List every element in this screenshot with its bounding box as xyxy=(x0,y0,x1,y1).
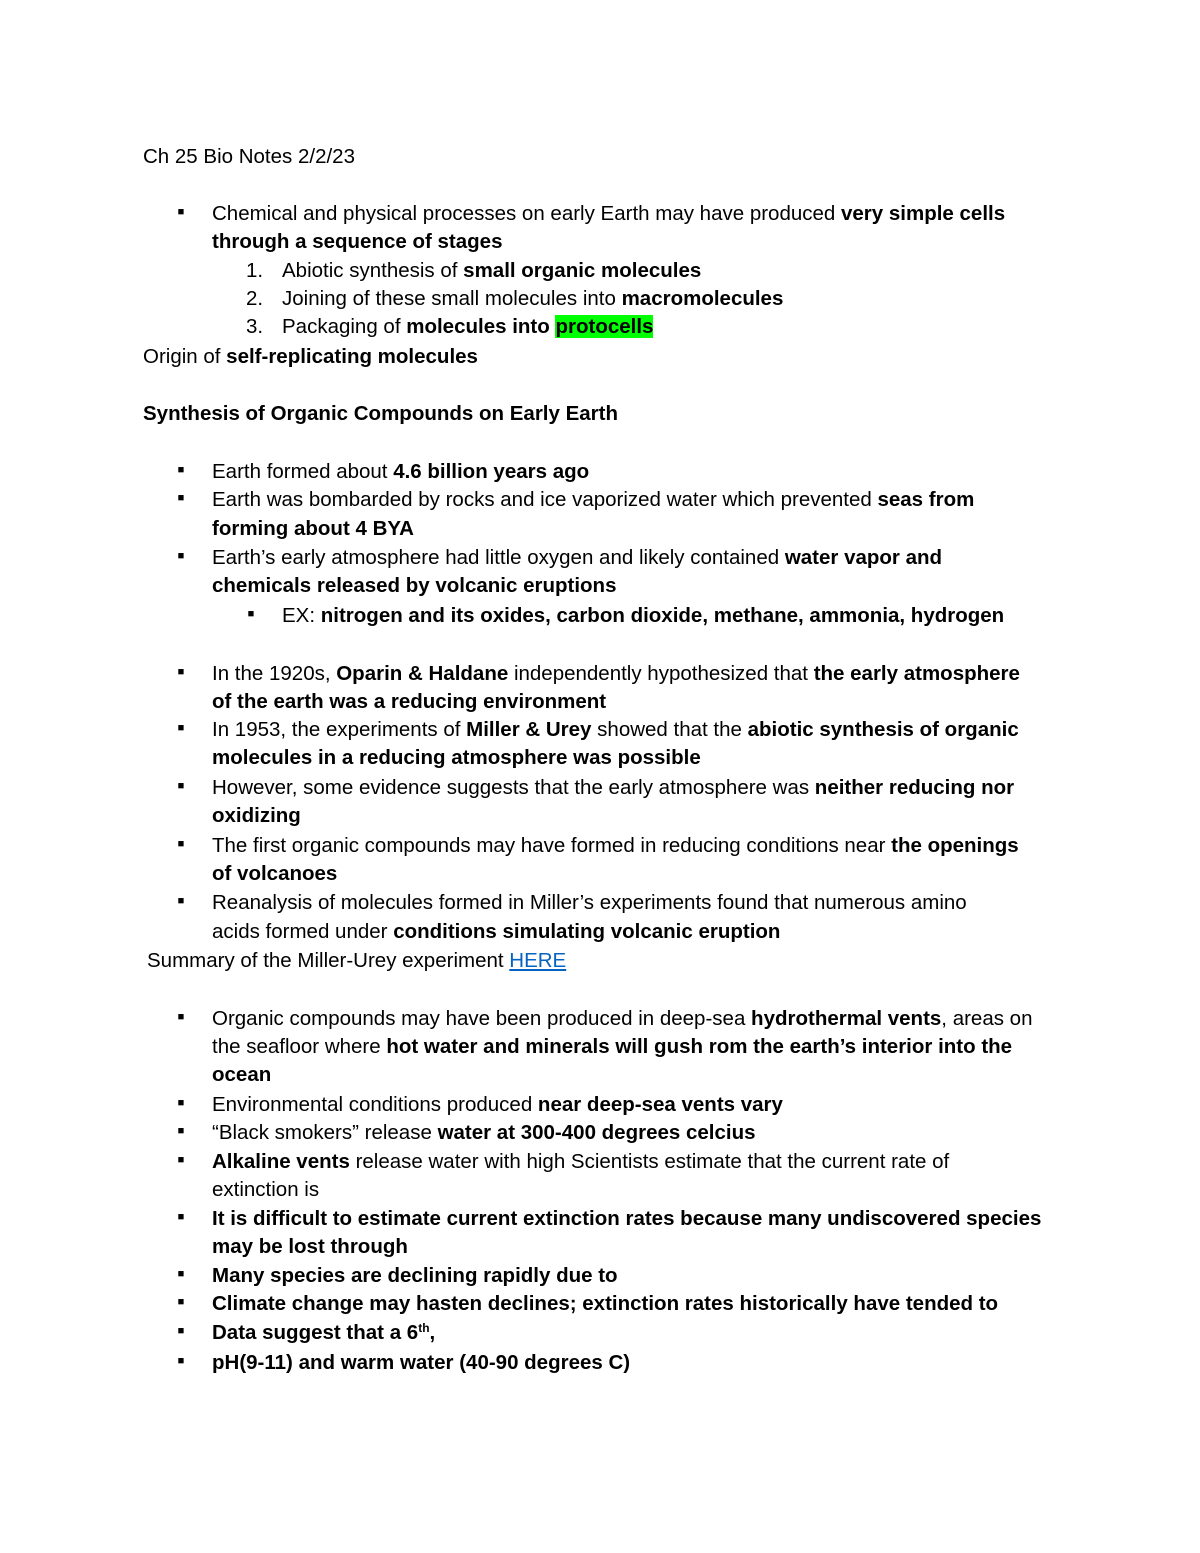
bullet-text-continued: the seafloor where hot water and minerals will gush rom the earth’s interior into the xyxy=(212,1035,1013,1058)
here-link[interactable]: HERE xyxy=(509,949,567,972)
bullet-text: It is difficult to estimate current extinction rates because many undiscovered species xyxy=(212,1207,1042,1230)
bullet-text-continued: of the earth was a reducing environment xyxy=(212,690,607,713)
bullet-text: Alkaline vents release water with high Scientists estimate that the current rate of xyxy=(212,1150,950,1173)
bullet-text-continued: extinction is xyxy=(212,1178,320,1201)
bullet-icon xyxy=(176,1290,186,1318)
bullet-text: In 1953, the experiments of Miller & Urey showed that the abiotic synthesis of organic xyxy=(212,718,1019,741)
stage-number: 2. xyxy=(246,287,264,310)
bullet-icon xyxy=(176,832,186,860)
bullet-text: Chemical and physical processes on early Earth may have produced very simple cells xyxy=(212,202,1006,225)
bullet-icon xyxy=(176,1005,186,1033)
bullet-text: In the 1920s, Oparin & Haldane independently hypothesized that the early atmosphere xyxy=(212,662,1020,685)
bullet-text-continued: molecules in a reducing atmosphere was possible xyxy=(212,746,701,769)
bullet-icon xyxy=(176,1262,186,1290)
bullet-text-continued: of volcanoes xyxy=(212,862,338,885)
document-title: Ch 25 Bio Notes 2/2/23 xyxy=(143,145,355,168)
bullet-icon xyxy=(176,200,186,228)
bullet-icon xyxy=(176,1119,186,1147)
bullet-text: Climate change may hasten declines; extinction rates historically have tended to xyxy=(212,1292,999,1315)
bullet-text: Earth formed about 4.6 billion years ago xyxy=(212,460,590,483)
bullet-text-continued: may be lost through xyxy=(212,1235,408,1258)
sub-bullet-icon xyxy=(246,602,256,630)
bullet-text: However, some evidence suggests that the early atmosphere was neither reducing nor xyxy=(212,776,1015,799)
bullet-text: Data suggest that a 6th, xyxy=(212,1321,436,1344)
bullet-icon xyxy=(176,1349,186,1377)
bullet-icon xyxy=(176,716,186,744)
bullet-text: Reanalysis of molecules formed in Miller’s experiments found that numerous amino xyxy=(212,891,967,914)
bullet-icon xyxy=(176,1205,186,1233)
bullet-text-continued: forming about 4 BYA xyxy=(212,517,414,540)
bullet-text: The first organic compounds may have formed in reducing conditions near the openings xyxy=(212,834,1019,857)
bullet-text: pH(9-11) and warm water (40-90 degrees C) xyxy=(212,1351,631,1374)
bullet-icon xyxy=(176,544,186,572)
bullet-icon xyxy=(176,1148,186,1176)
bullet-icon xyxy=(176,1091,186,1119)
bullet-icon xyxy=(176,889,186,917)
bullet-text: Environmental conditions produced near deep-sea vents vary xyxy=(212,1093,783,1116)
section-heading: Synthesis of Organic Compounds on Early Earth xyxy=(143,402,618,425)
origin-line: Origin of self-replicating molecules xyxy=(143,345,478,368)
bullet-text-continued: oxidizing xyxy=(212,804,301,827)
bullet-icon xyxy=(176,1319,186,1347)
bullet-icon xyxy=(176,486,186,514)
stage-text: Joining of these small molecules into macromolecules xyxy=(282,287,784,310)
bullet-text-continued: ocean xyxy=(212,1063,272,1086)
bullet-icon xyxy=(176,660,186,688)
bullet-text: Many species are declining rapidly due to xyxy=(212,1264,618,1287)
stage-text: Packaging of molecules into protocells xyxy=(282,315,654,338)
stage-text: Abiotic synthesis of small organic molecules xyxy=(282,259,702,282)
stage-number: 3. xyxy=(246,315,264,338)
bullet-text-continued: through a sequence of stages xyxy=(212,230,503,253)
summary-line: Summary of the Miller-Urey experiment HERE xyxy=(147,949,567,972)
bullet-icon xyxy=(176,774,186,802)
bullet-text-continued: chemicals released by volcanic eruptions xyxy=(212,574,617,597)
bullet-text: Earth was bombarded by rocks and ice vaporized water which prevented seas from xyxy=(212,488,975,511)
bullet-text-continued: acids formed under conditions simulating volcanic eruption xyxy=(212,920,781,943)
bullet-text: Earth’s early atmosphere had little oxygen and likely contained water vapor and xyxy=(212,546,943,569)
bullet-icon xyxy=(176,458,186,486)
sub-bullet-text: EX: nitrogen and its oxides, carbon dioxide, methane, ammonia, hydrogen xyxy=(282,604,1005,627)
stage-number: 1. xyxy=(246,259,264,282)
highlighted-term: protocells xyxy=(555,315,654,338)
bullet-text: “Black smokers” release water at 300-400 degrees celcius xyxy=(212,1121,756,1144)
bullet-text: Organic compounds may have been produced in deep-sea hydrothermal vents, areas on xyxy=(212,1007,1033,1030)
